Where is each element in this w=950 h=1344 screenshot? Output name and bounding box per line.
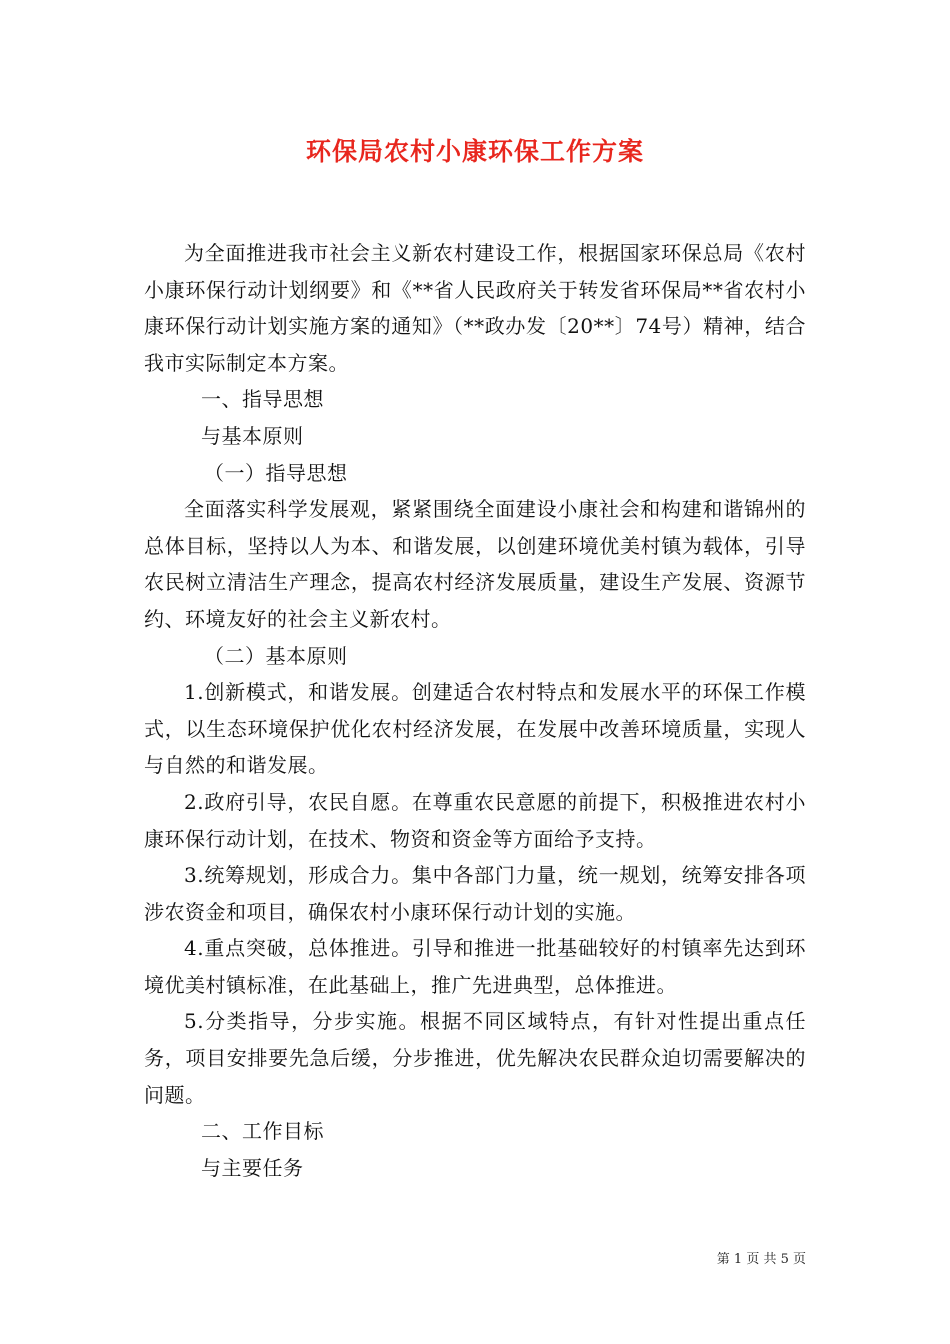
- principle-5-paragraph: 5.分类指导，分步实施。根据不同区域特点，有针对性提出重点任务，项目安排要先急后缓，分步推进，优先解决农民群众迫切需要解决的问题。: [144, 1009, 806, 1107]
- subsection-1-paragraph: 全面落实科学发展观，紧紧围绕全面建设小康社会和构建和谐锦州的总体目标，坚持以人为本、和谐发展，以创建环境优美村镇为载体，引导农民树立清洁生产理念，提高农村经济发展质量，建设生产发展、资源节约、环境友好的社会主义新农村。: [144, 497, 806, 631]
- section-1-heading-line-2: 与基本原则: [201, 423, 304, 448]
- section-1-heading-line-1: 一、指导思想: [201, 387, 324, 412]
- document-title: 环保局农村小康环保工作方案: [305, 137, 644, 166]
- section-2-heading-line-2: 与主要任务: [201, 1155, 304, 1180]
- subsection-1-heading: （一）指导思想: [204, 460, 348, 485]
- subsection-2-heading: （二）基本原则: [204, 643, 348, 668]
- document-body: [144, 235, 806, 1186]
- principle-4-paragraph: 4.重点突破，总体推进。引导和推进一批基础较好的村镇率先达到环境优美村镇标准，在此基础上，推广先进典型，总体推进。: [144, 936, 806, 997]
- principle-2-paragraph: 2.政府引导，农民自愿。在尊重农民意愿的前提下，积极推进农村小康环保行动计划，在技术、物资和资金等方面给予支持。: [144, 789, 806, 851]
- principle-3-paragraph: 3.统筹规划，形成合力。集中各部门力量，统一规划，统筹安排各项涉农资金和项目，确保农村小康环保行动计划的实施。: [144, 863, 806, 924]
- page-number: 第 1 页 共 5 页: [716, 1252, 806, 1267]
- section-2-heading-line-1: 二、工作目标: [201, 1119, 324, 1144]
- intro-paragraph: 为全面推进我市社会主义新农村建设工作，根据国家环保总局《农村小康环保行动计划纲要》和《**省人民政府关于转发省环保局**省农村小康环保行动计划实施方案的通知》（**政办发〔20**〕74号）精神，结合我市实际制定本方案。: [144, 241, 806, 375]
- principle-1-paragraph: 1.创新模式，和谐发展。创建适合农村特点和发展水平的环保工作模式，以生态环境保护优化农村经济发展，在发展中改善环境质量，实现人与自然的和谐发展。: [144, 680, 806, 778]
